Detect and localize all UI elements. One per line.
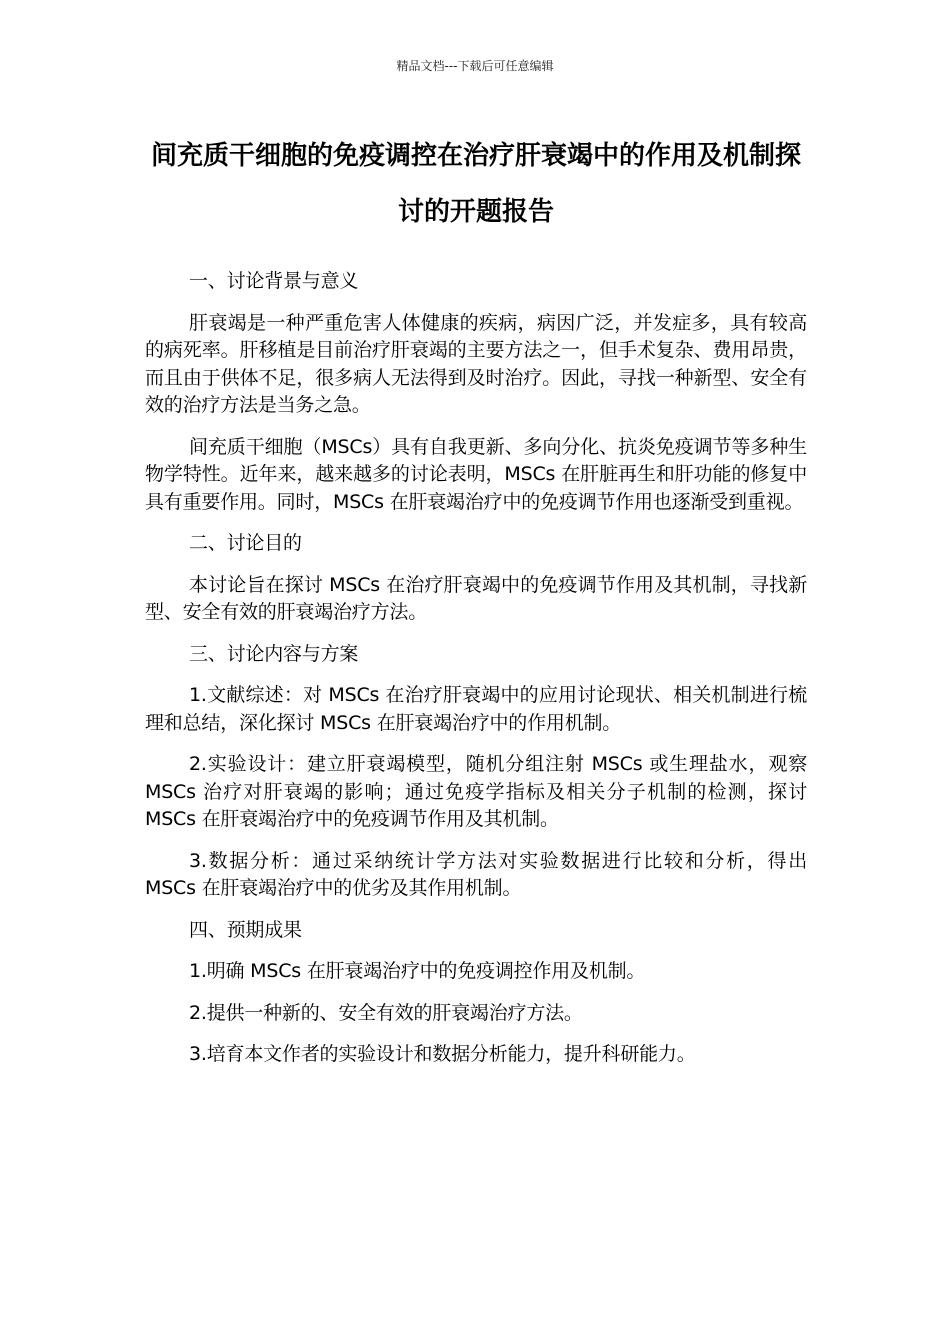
paragraph-background-2: 间充质干细胞（MSCs）具有自我更新、多向分化、抗炎免疫调节等多种生物学特性。近年来，越来越多的讨论表明，MSCs 在肝脏再生和肝功能的修复中具有重要作用。同时，MSCs 在肝衰竭治疗中的免疫调节作用也逐渐受到重视。 [145, 435, 807, 513]
section-heading-content-plan: 三、讨论内容与方案 [189, 642, 359, 665]
result-item-3: 3.培育本文作者的实验设计和数据分析能力，提升科研能力。 [189, 1043, 696, 1065]
result-item-2: 2.提供一种新的、安全有效的肝衰竭治疗方法。 [189, 1001, 583, 1024]
paragraph-background-1: 肝衰竭是一种严重危害人体健康的疾病，病因广泛，并发症多，具有较高的病死率。肝移植是目前治疗肝衰竭的主要方法之一，但手术复杂、费用昂贵，而且由于供体不足，很多病人无法得到及时治疗。因此，寻找一种新型、安全有效的治疗方法是当务之急。 [145, 311, 807, 416]
document-body [145, 268, 807, 1083]
document-title [145, 128, 807, 240]
result-item-1: 1.明确 MSCs 在肝衰竭治疗中的免疫调控作用及机制。 [189, 960, 646, 982]
plan-item-data-analysis: 3.数据分析：通过采纳统计学方法对实验数据进行比较和分析，得出 MSCs 在肝衰竭治疗中的优劣及其作用机制。 [145, 849, 807, 899]
title-line-1: 间充质干细胞的免疫调控在治疗肝衰竭中的作用及机 [150, 141, 749, 171]
paragraph-purpose: 本讨论旨在探讨 MSCs 在治疗肝衰竭中的免疫调节作用及其机制，寻找新型、安全有效的肝衰竭治疗方法。 [145, 573, 807, 623]
plan-item-literature-review: 1.文献综述：对 MSCs 在治疗肝衰竭中的应用讨论现状、相关机制进行梳理和总结，深化探讨 MSCs 在肝衰竭治疗中的作用机制。 [145, 684, 807, 734]
page-header-note: 精品文档---下载后可任意编辑 [396, 59, 554, 73]
section-heading-expected-results: 四、预期成果 [189, 918, 302, 941]
section-heading-purpose: 二、讨论目的 [189, 532, 302, 554]
plan-item-experiment-design: 2.实验设计：建立肝衰竭模型，随机分组注射 MSCs 或生理盐水，观察 MSCs 治疗对肝衰竭的影响；通过免疫学指标及相关分子机制的检测，探讨 MSCs 在肝衰竭治疗中的免疫调节作用及其机制。 [145, 753, 807, 830]
section-heading-background: 一、讨论背景与意义 [189, 270, 359, 292]
title-line-2: 制探讨的开题报告 [397, 141, 802, 227]
